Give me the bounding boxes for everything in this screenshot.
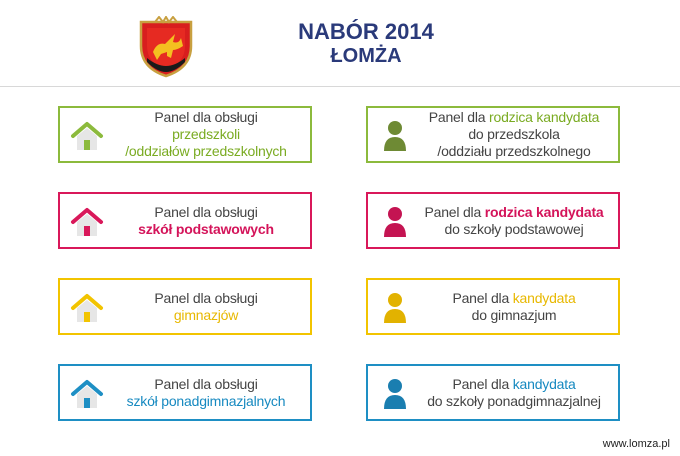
- house-icon: [70, 292, 104, 324]
- panel-przedszkola[interactable]: [58, 106, 312, 163]
- panel-szkoly-ponadgimnazjalne[interactable]: [58, 364, 312, 421]
- house-icon: [70, 120, 104, 152]
- house-icon: [70, 206, 104, 238]
- panel-label: Panel dla kandydata do szkoły ponadgimnazjalnej: [427, 375, 601, 409]
- panel-rodzic-przedszkole[interactable]: [366, 106, 620, 163]
- panel-label: Panel dla obsługi szkół podstawowych: [138, 203, 274, 237]
- title-line-1: NABÓR 2014: [298, 19, 434, 44]
- panel-rodzic-szkola-podstawowa[interactable]: [366, 192, 620, 249]
- city-crest-icon: [137, 16, 195, 78]
- panel-label: Panel dla obsługi szkół ponadgimnazjalnych: [126, 375, 286, 409]
- panel-label: Panel dla rodzica kandydata do szkoły podstawowej: [424, 203, 604, 237]
- panel-label: Panel dla rodzica kandydata do przedszkola /oddziału przedszkolnego: [428, 109, 600, 159]
- person-icon: [378, 120, 412, 152]
- site-watermark: www.lomza.pl: [602, 438, 670, 450]
- panel-szkoly-podstawowe[interactable]: [58, 192, 312, 249]
- panel-label: Panel dla obsługi przedszkoli /oddziałów przedszkolnych: [125, 109, 287, 159]
- page-title: [276, 20, 456, 68]
- panel-gimnazja[interactable]: [58, 278, 312, 335]
- person-icon: [378, 292, 412, 324]
- title-line-2: ŁOMŻA: [330, 45, 402, 67]
- panel-kandydat-gimnazjum[interactable]: [366, 278, 620, 335]
- header: [0, 0, 680, 86]
- panel-label: Panel dla kandydata do gimnazjum: [452, 289, 576, 323]
- person-icon: [378, 206, 412, 238]
- panel-label: Panel dla obsługi gimnazjów: [154, 289, 258, 323]
- panel-kandydat-szkola-ponadgimnazjalna[interactable]: [366, 364, 620, 421]
- person-icon: [378, 378, 412, 410]
- header-divider: [0, 86, 680, 87]
- house-icon: [70, 378, 104, 410]
